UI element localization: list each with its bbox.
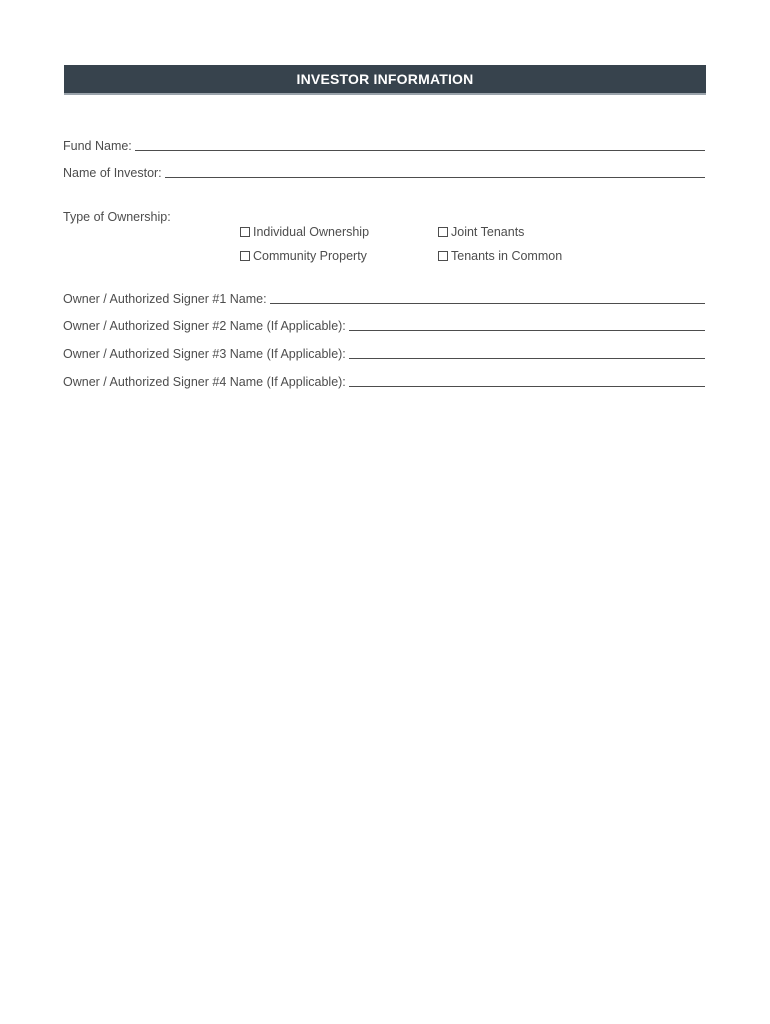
fund-name-row: [63, 138, 705, 153]
signer-3-field[interactable]: [349, 346, 705, 359]
signer-3-label: Owner / Authorized Signer #3 Name (If Applicable):: [63, 347, 346, 361]
signer-1-row: [63, 291, 705, 306]
checkbox-icon[interactable]: [240, 251, 250, 261]
checkbox-icon[interactable]: [438, 227, 448, 237]
signer-1-label: Owner / Authorized Signer #1 Name:: [63, 292, 267, 306]
signer-1-field[interactable]: [270, 291, 705, 304]
signer-3-row: [63, 346, 705, 361]
tenants-in-common-option[interactable]: [438, 249, 562, 263]
ownership-type-label: Type of Ownership:: [63, 210, 171, 224]
community-property-option[interactable]: [240, 249, 367, 263]
fund-name-field[interactable]: [135, 138, 705, 151]
checkbox-icon[interactable]: [438, 251, 448, 261]
joint-tenants-option[interactable]: [438, 225, 524, 239]
signer-4-label: Owner / Authorized Signer #4 Name (If Applicable):: [63, 375, 346, 389]
section-title: INVESTOR INFORMATION: [296, 71, 474, 87]
investor-name-label: Name of Investor:: [63, 166, 162, 180]
joint-tenants-label: Joint Tenants: [451, 225, 525, 239]
signer-4-row: [63, 374, 705, 389]
section-header: [64, 65, 706, 95]
investor-name-field[interactable]: [165, 165, 705, 178]
investor-name-row: [63, 165, 705, 180]
individual-ownership-option[interactable]: [240, 225, 369, 239]
signer-2-row: [63, 318, 705, 333]
fund-name-label: Fund Name:: [63, 139, 132, 153]
tenants-in-common-label: Tenants in Common: [451, 249, 563, 263]
signer-2-field[interactable]: [349, 318, 705, 331]
checkbox-icon[interactable]: [240, 227, 250, 237]
signer-4-field[interactable]: [349, 374, 705, 387]
signer-2-label: Owner / Authorized Signer #2 Name (If Applicable):: [63, 319, 346, 333]
individual-ownership-label: Individual Ownership: [253, 225, 370, 239]
community-property-label: Community Property: [253, 249, 367, 263]
